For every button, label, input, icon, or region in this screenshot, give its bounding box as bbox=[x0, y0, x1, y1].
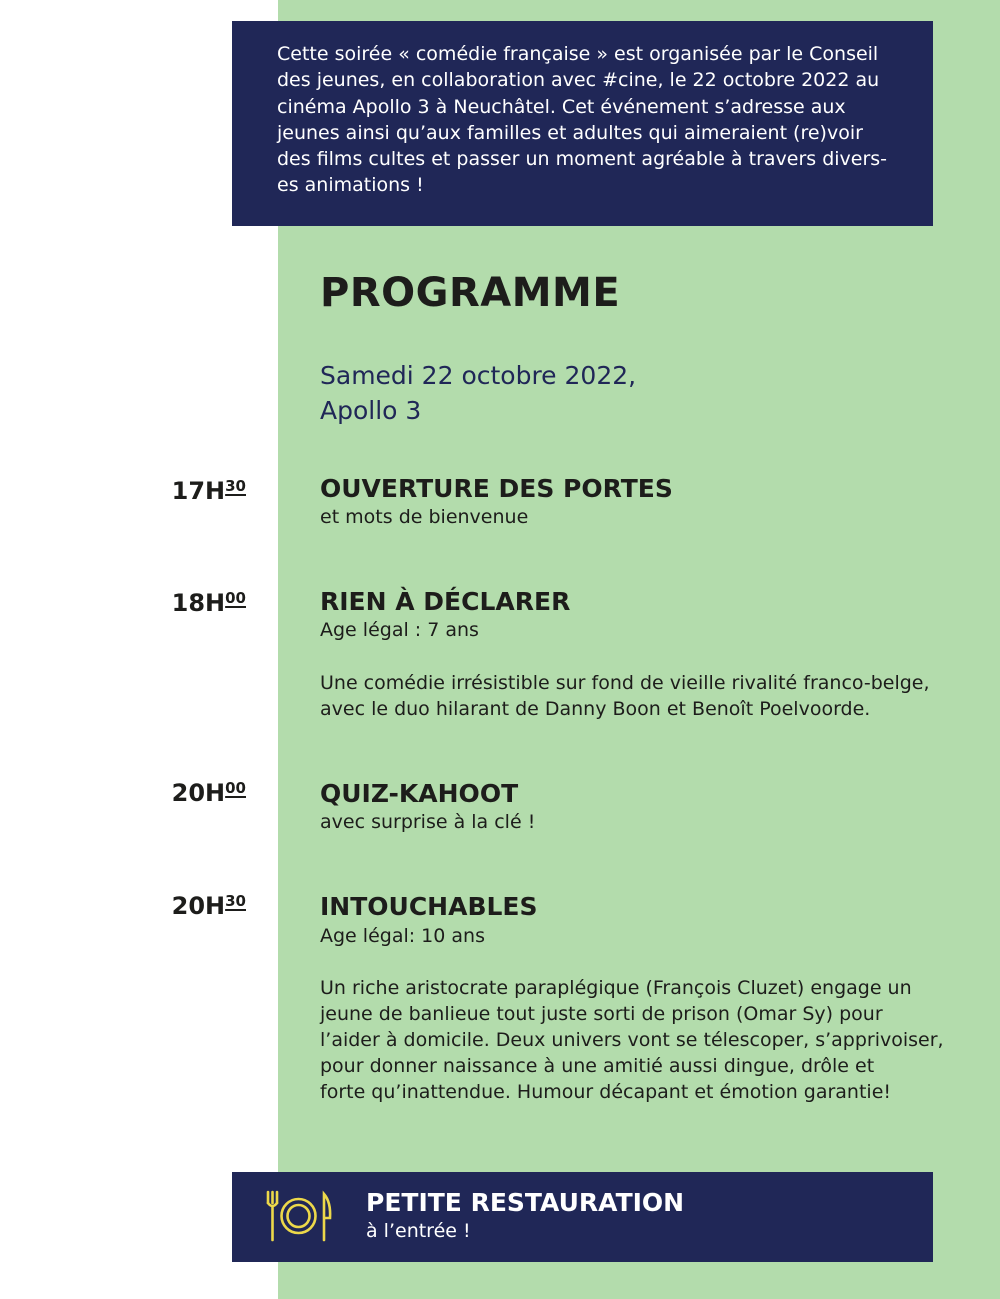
time-minutes: 30 bbox=[225, 892, 246, 910]
event-title: OUVERTURE DES PORTES bbox=[320, 474, 673, 503]
time-hour: 20H bbox=[171, 779, 226, 807]
description-line: Un riche aristocrate paraplégique (François Cluzet) engage un bbox=[320, 977, 912, 999]
programme-date: Samedi 22 octobre 2022, bbox=[320, 361, 637, 390]
time-hour: 17H bbox=[171, 477, 226, 505]
event-title: INTOUCHABLES bbox=[320, 892, 538, 921]
programme-venue: Apollo 3 bbox=[320, 396, 422, 425]
intro-box bbox=[232, 21, 933, 226]
event-subtitle: Age légal: 10 ans bbox=[320, 925, 485, 947]
intro-text bbox=[277, 41, 909, 199]
event-title: RIEN À DÉCLARER bbox=[320, 587, 571, 616]
event-subtitle: Age légal : 7 ans bbox=[320, 619, 479, 641]
event-time bbox=[172, 892, 246, 920]
programme-heading: PROGRAMME bbox=[320, 270, 621, 316]
time-minutes: 00 bbox=[225, 779, 246, 797]
time-hour: 18H bbox=[171, 589, 226, 617]
intro-line: jeunes ainsi qu’aux familles et adultes qui aimeraient (re)voir bbox=[277, 121, 863, 144]
event-subtitle: avec surprise à la clé ! bbox=[320, 811, 536, 833]
description-line: avec le duo hilarant de Danny Boon et Benoît Poelvoorde. bbox=[320, 698, 871, 720]
description-line: jeune de banlieue tout juste sorti de prison (Omar Sy) pour bbox=[320, 1003, 883, 1025]
event-subtitle: et mots de bienvenue bbox=[320, 506, 529, 528]
food-box bbox=[232, 1172, 933, 1262]
time-minutes: 00 bbox=[225, 589, 246, 607]
description-line: l’aider à domicile. Deux univers vont se télescoper, s’apprivoiser, bbox=[320, 1029, 944, 1051]
food-title: PETITE RESTAURATION bbox=[366, 1188, 685, 1217]
event-description bbox=[320, 975, 970, 1105]
intro-line: des films cultes et passer un moment agréable à travers divers- bbox=[277, 148, 888, 171]
intro-line: des jeunes, en collaboration avec #cine, le 22 octobre 2022 au bbox=[277, 69, 880, 92]
event-time bbox=[172, 477, 246, 505]
event-description bbox=[320, 670, 970, 722]
intro-line: Cette soirée « comédie française » est organisée par le Conseil bbox=[277, 43, 879, 65]
event-time bbox=[172, 589, 246, 617]
time-hour: 20H bbox=[171, 892, 226, 920]
description-line: Une comédie irrésistible sur fond de vieille rivalité franco-belge, bbox=[320, 672, 930, 694]
food-subtitle: à l’entrée ! bbox=[366, 1220, 471, 1242]
intro-line: cinéma Apollo 3 à Neuchâtel. Cet événement s’adresse aux bbox=[277, 95, 846, 118]
description-line: forte qu’inattendue. Humour décapant et émotion garantie! bbox=[320, 1081, 892, 1103]
plate-fork-knife-icon bbox=[262, 1186, 334, 1246]
intro-line: es animations ! bbox=[277, 174, 424, 197]
event-time bbox=[172, 779, 246, 807]
description-line: pour donner naissance à une amitié aussi dingue, drôle et bbox=[320, 1055, 875, 1077]
time-minutes: 30 bbox=[225, 477, 246, 495]
event-title: QUIZ-KAHOOT bbox=[320, 779, 519, 808]
